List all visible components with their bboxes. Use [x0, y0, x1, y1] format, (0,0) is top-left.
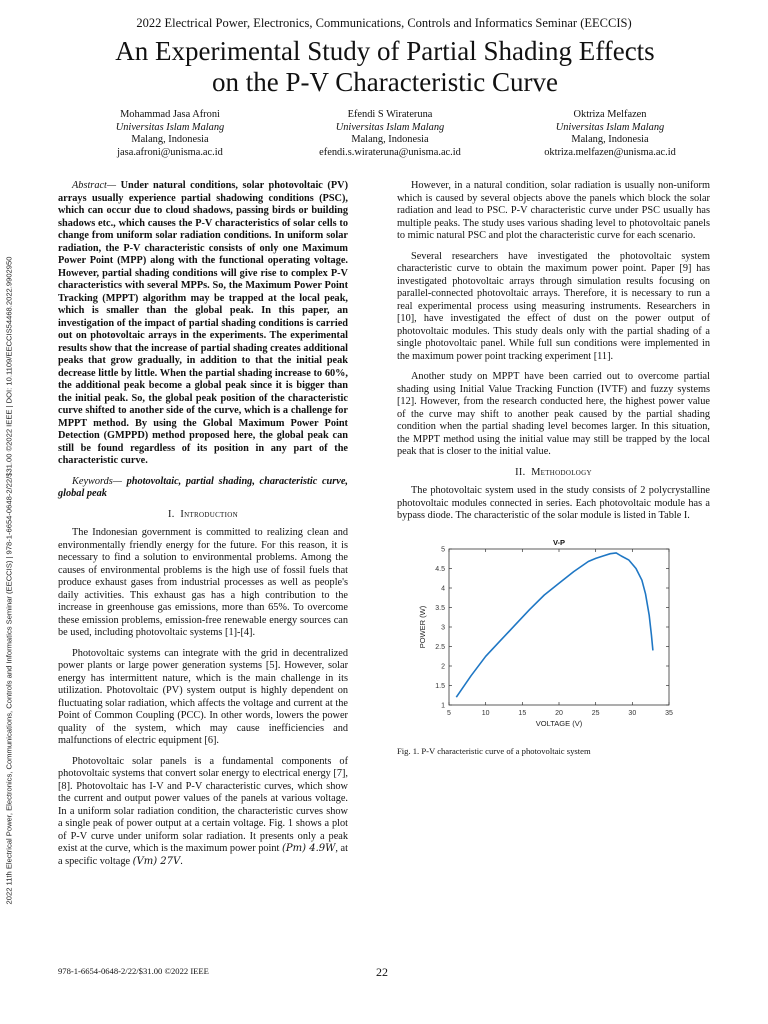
pv-chart — [417, 535, 682, 740]
figure-1 — [397, 535, 710, 765]
y-tick-label: 2 — [441, 663, 445, 670]
author-location: Malang, Indonesia — [351, 134, 429, 145]
x-tick-label: 5 — [447, 709, 451, 717]
intro-paragraph-2: Photovoltaic systems can integrate with the grid in decentralized power plants or large power generation systems [5]. However, solar energy has intermittent nature, which is the main challenge in its utilization. Photovoltaic (PV) system output is highly dependent on fluctuating solar radiation, which affects the voltage and current at the Point of Common Coupling (PCC). In other words, lowers the power quality of the system, which may cause inefficiencies and malfunctions of electric equipment [6]. — [58, 647, 348, 746]
paper-title — [40, 36, 730, 98]
title-line-2: on the P-V Characteristic Curve — [212, 67, 558, 97]
plot-frame — [449, 549, 669, 705]
method-paragraph-1: The photovoltaic system used in the study consists of 2 polycrystalline photovoltaic modules connected in series. Each photovoltaic module has a bypass diode. The characteristic of the solar module is listed in Table I. — [397, 485, 710, 521]
y-tick-label: 1 — [441, 702, 445, 709]
formula-pm: (Pm) 4.9W — [282, 843, 336, 854]
abstract-lead: Abstract— — [72, 180, 117, 191]
footer-isbn: 978-1-6654-0648-2/22/$31.00 ©2022 IEEE — [58, 966, 209, 976]
author-affiliation: Universitas Islam Malang — [115, 121, 225, 133]
author-name: Efendi S Wirateruna — [347, 109, 433, 120]
y-axis-label: POWER (W) — [418, 605, 427, 648]
author-name: Oktriza Melfazen — [573, 109, 647, 120]
conference-header: 2022 Electrical Power, Electronics, Communications, Controls and Informatics Seminar (EECCIS) — [136, 16, 632, 30]
title-line-1: An Experimental Study of Partial Shading Effects — [115, 36, 655, 66]
author-1 — [60, 109, 280, 159]
abstract — [58, 180, 348, 468]
author-affiliation: Universitas Islam Malang — [335, 121, 445, 133]
right-paragraph-3: Another study on MPPT have been carried out to overcome partial shading using Initial Value Tracking Function (IVTF) and fuzzy systems [12]. However, from the research conducted here, the highest power value of the curve may shift to another peak caused by the partial shading condition when the partial shading level becomes larger. In this situation, the MPPT method using the initial value may still be trapped by the local peak that is closer to the initial value. — [397, 371, 710, 457]
y-tick-label: 2.5 — [435, 643, 445, 651]
intro-paragraph-3 — [58, 756, 348, 869]
author-block — [60, 109, 720, 159]
section-title: Methodology — [531, 466, 592, 478]
keywords-text: photovoltaic, partial shading, characteristic curve, global peak — [58, 475, 348, 499]
section-number: I. — [168, 508, 175, 520]
author-2 — [280, 109, 500, 159]
intro-paragraph-1: The Indonesian government is committed to realizing clean and environmentally friendly energy for the future. For this reason, it is necessary to find a solution to environmental problems. Among the causes of environmental problems is the high use of fossil fuels that produce exhaust gases from industrial processes as well as people's daily activities. This exhaust gas has a high contribution to the increase in greenhouse gas emissions, more than 65%. To overcome these emission problems, emission-free renewable energy sources can be used, including photovoltaic systems [1]-[4]. — [58, 527, 348, 638]
section-heading-introduction — [58, 509, 348, 522]
chart-title: V-P — [552, 537, 566, 547]
abstract-text: Under natural conditions, solar photovoltaic (PV) arrays usually experience partial shadowing conditions (PSC), which can occur due to cloud shadows, passing birds or building shadows etc., which causes the P-V characteristics of solar cells to change from uniform solar radiation conditions. In uniform solar radiation, the P-V characteristic consists of only one Maximum Power Point (MPP) along with the functional operating voltage. However, partial shading conditions will give rise to complex P-V characteristics with several MPPs. So, the Maximum Power Point Tracking (MPPT) algorithm may be trapped at the local peak, which is smaller than the global peak. In this paper, an investigation of the impact of partial shading conditions is carried out on photovoltaic arrays in the experiments. The experimental results show that the increase of partial shading creates additional peaks that grow gradually, in addition to that the initial peak decrease little by little. When the partial shading increase to 60%, the additional peak become a global peak since it is bigger than the initial peak. So, the global peak position of the characteristic curve shifted to another side of the curve, which is a challenge for MPPT method. By using the Global Maximum Power Point Detection (GMPPD) method proposed here, the global peak can still be found regardless of its position in any part of the characteristic curve. — [58, 180, 348, 466]
keywords-lead: Keywords— — [72, 475, 122, 487]
right-column — [397, 180, 710, 765]
right-paragraph-2: Several researchers have investigated the photovoltaic system characteristic curve to obtain the maximum power point. Paper [9] has investigated photovoltaic arrays through simulation results focusing on parallel-connected photovoltaic arrays. Therefore, it is necessary to run a real experimental process using measuring instruments. Researchers in [10], have investigated the effect of dust on the power output of photovoltaic modules. This study deals only with the partial shading of a single photovoltaic panel. While full sun conditions were implemented in the maximum power point tracking experiment [11]. — [397, 250, 710, 362]
y-tick-label: 5 — [441, 546, 445, 553]
intro-p3-text: , at a specific voltage — [58, 843, 348, 867]
x-tick-label: 25 — [591, 709, 600, 717]
x-tick-label: 35 — [665, 709, 673, 717]
keywords — [58, 476, 348, 501]
y-tick-label: 4 — [441, 585, 445, 592]
intro-p3-text: Photovoltaic solar panels is a fundamental components of photovoltaic systems that convert solar energy to electrical energy [7], [8]. Photovoltaic has I-V and P-V characteristic curves, which show the current and output power values of the panels at various voltage. In a uniform solar radiation condition, the characteristic curves show a single peak of power output at a certain voltage. Fig. 1 shows a plot of P-V curve under uniform solar radiation. It presents only a peak exist at the curve, which is the maximum power point — [58, 755, 348, 854]
x-tick-label: 10 — [481, 709, 490, 717]
left-column — [58, 180, 348, 876]
author-affiliation: Universitas Islam Malang — [555, 121, 665, 133]
x-tick-label: 20 — [555, 709, 563, 717]
intro-p3-text: . — [180, 855, 183, 867]
section-title: Introduction — [180, 508, 238, 520]
x-tick-label: 30 — [628, 709, 637, 717]
figure-caption: Fig. 1. P-V characteristic curve of a photovoltaic system — [397, 745, 591, 756]
y-tick-label: 1.5 — [435, 682, 445, 690]
section-heading-methodology — [397, 467, 710, 480]
y-tick-label: 3.5 — [435, 604, 445, 612]
author-location: Malang, Indonesia — [131, 134, 209, 145]
doi-sidebar — [2, 200, 16, 960]
x-tick-label: 15 — [518, 709, 527, 717]
author-email: jasa.afroni@unisma.ac.id — [117, 146, 223, 158]
page-number: 22 — [376, 965, 388, 979]
right-paragraph-1: However, in a natural condition, solar radiation is usually non-uniform which is caused by several objects above the panels which block the solar radiation and lead to PSC. P-V characteristic curve under PSC usually has multiple peaks. The study uses various shading level to photovoltaic panels to mimic natural PSC and plot the characteristic curve for each scenario. — [397, 180, 710, 241]
formula-vm: (Vm) 27V — [132, 855, 181, 867]
author-3 — [500, 109, 720, 159]
author-email: oktriza.melfazen@unisma.ac.id — [544, 146, 676, 158]
doi-sidebar-text: 2022 11th Electrical Power, Electronics, Communications, Controls and Informatics Seminar (EECCIS) | 978-1-6654-0648-2/22/$31.00 ©2022 IEEE | DOI: 10.1109/EECCIS54468.2022.9902950 — [4, 256, 14, 904]
section-number: II. — [515, 466, 526, 478]
y-tick-label: 4.5 — [435, 565, 445, 573]
author-email: efendi.s.wirateruna@unisma.ac.id — [319, 146, 461, 158]
x-axis-label: VOLTAGE (V) — [535, 718, 583, 728]
author-location: Malang, Indonesia — [571, 134, 649, 145]
author-name: Mohammad Jasa Afroni — [120, 109, 220, 120]
y-tick-label: 3 — [441, 624, 445, 631]
